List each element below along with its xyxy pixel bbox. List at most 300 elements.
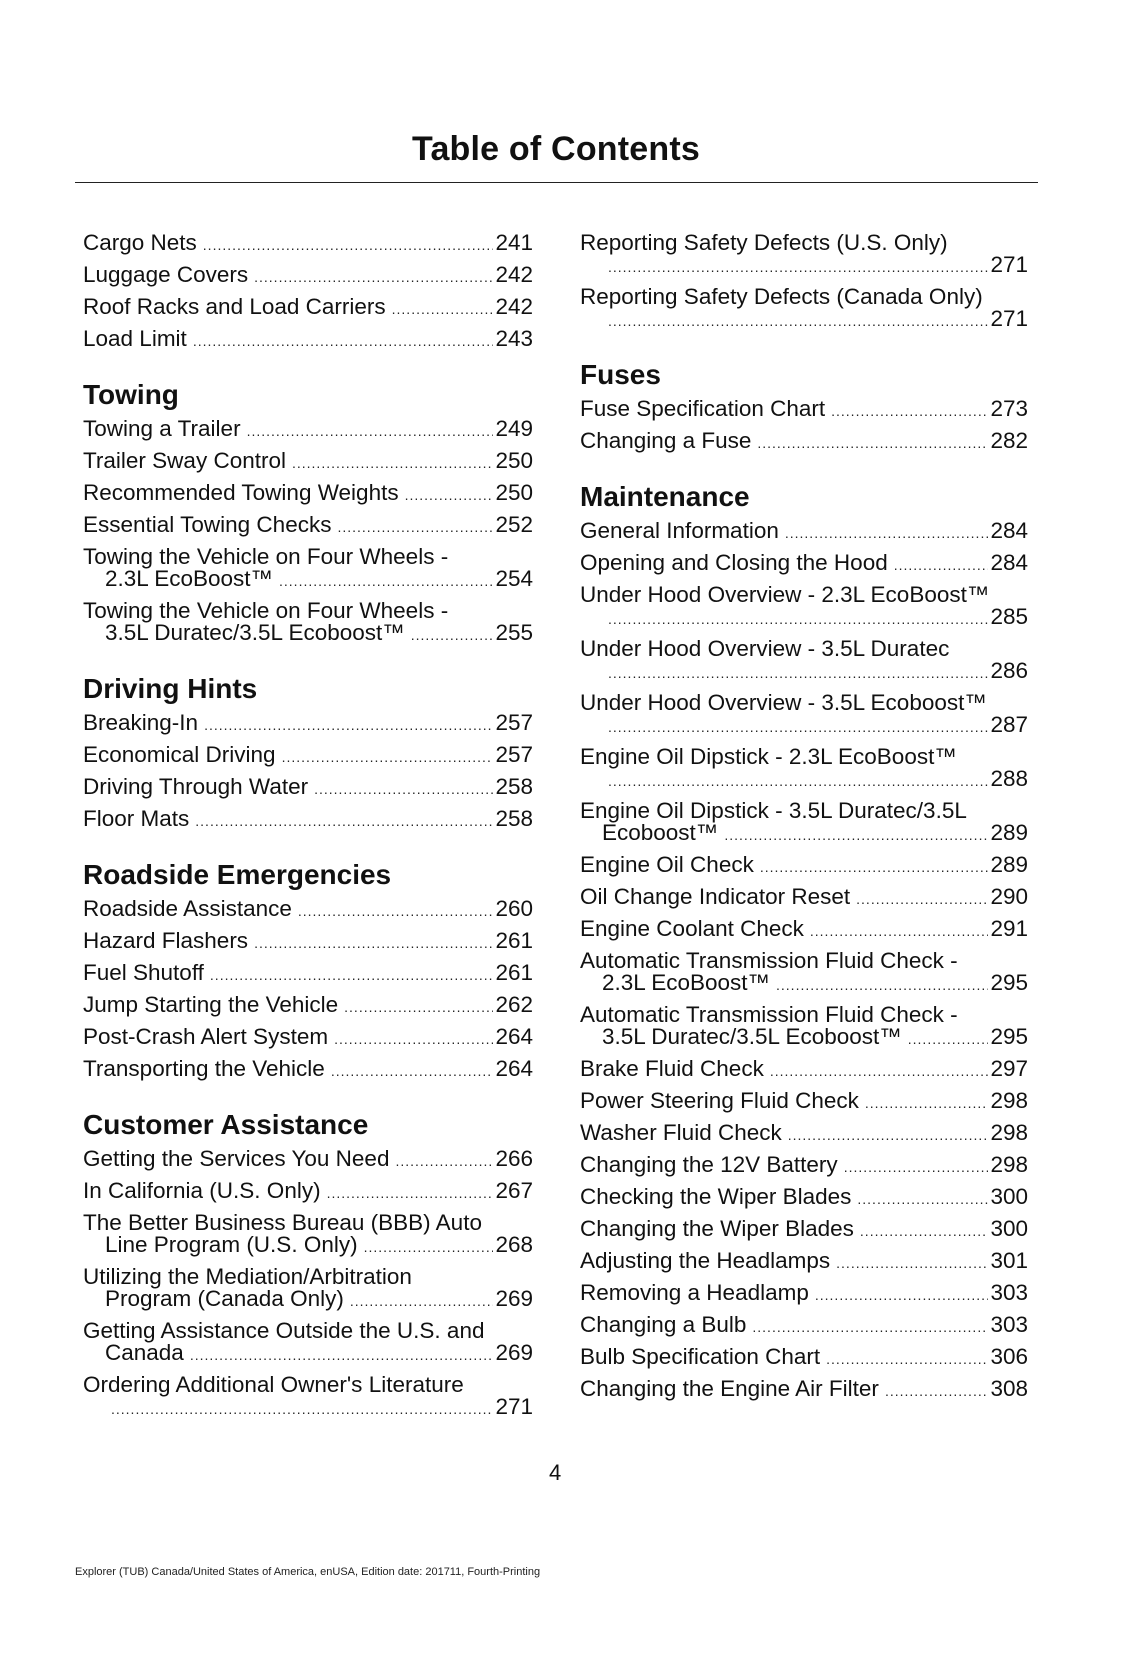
toc-entry-line: [580, 1122, 1028, 1146]
toc-page-number[interactable]: 243: [495, 326, 533, 351]
leader-dots: [204, 714, 493, 736]
section-heading: Maintenance: [580, 481, 750, 512]
toc-entry-line: [83, 232, 533, 256]
leader-dots: [254, 266, 493, 288]
toc-entry[interactable]: [83, 1316, 533, 1370]
toc-page-number[interactable]: 297: [990, 1056, 1028, 1081]
section-heading: Fuses: [580, 359, 661, 390]
toc-entry[interactable]: [580, 1246, 1028, 1278]
leader-dots: [865, 1092, 989, 1114]
toc-entry-title[interactable]: Floor Mats: [83, 806, 190, 831]
section-heading: Roadside Emergencies: [83, 859, 392, 890]
toc-entry[interactable]: [83, 1054, 533, 1086]
toc-entry-continuation: [580, 972, 1028, 996]
toc-column-left: [83, 228, 533, 1424]
toc-entry-line: [83, 776, 533, 800]
leader-dots: [334, 1028, 493, 1050]
section-heading: Customer Assistance: [83, 1109, 369, 1140]
toc-entry-line: [580, 746, 1028, 768]
toc-entry-line: [580, 800, 1028, 822]
page-title: Table of Contents: [412, 130, 700, 168]
toc-entry[interactable]: [83, 324, 533, 356]
toc-entry-continuation: [83, 568, 533, 592]
toc-entry-title[interactable]: Essential Towing Checks: [83, 512, 332, 537]
leader-dots: [279, 570, 493, 592]
toc-entry-continuation: [83, 1288, 533, 1312]
toc-entry[interactable]: [83, 446, 533, 478]
toc-page-number[interactable]: 298: [990, 1120, 1028, 1145]
toc-entry-title-cont[interactable]: Canada: [105, 1340, 184, 1365]
toc-entry-title[interactable]: Brake Fluid Check: [580, 1056, 764, 1081]
toc-entry-title[interactable]: Oil Change Indicator Reset: [580, 884, 851, 909]
toc-page-number[interactable]: 295: [990, 1024, 1028, 1049]
toc-entry[interactable]: [580, 1182, 1028, 1214]
toc-entry[interactable]: [83, 596, 533, 650]
leader-dots: [190, 1344, 494, 1366]
toc-entry-line: [83, 600, 533, 622]
toc-page-number[interactable]: 268: [495, 1232, 533, 1257]
toc-entry-line: [580, 1154, 1028, 1178]
toc-entry[interactable]: [83, 1370, 533, 1424]
toc-page-number[interactable]: 308: [990, 1376, 1028, 1401]
toc-page-number[interactable]: 254: [495, 566, 533, 591]
toc-entry-line: [83, 1148, 533, 1172]
toc-page-number[interactable]: 258: [495, 774, 533, 799]
leader-dots: [193, 330, 494, 352]
toc-entry[interactable]: [83, 958, 533, 990]
toc-entry[interactable]: [580, 282, 1028, 336]
toc-entry-title[interactable]: Changing a Fuse: [580, 428, 752, 453]
leader-dots: [392, 298, 494, 320]
toc-entry-title[interactable]: Fuse Specification Chart: [580, 396, 826, 421]
toc-entry-title[interactable]: Fuel Shutoff: [83, 960, 204, 985]
toc-entry-title[interactable]: Changing the Engine Air Filter: [580, 1376, 879, 1401]
toc-entry-title[interactable]: Changing the 12V Battery: [580, 1152, 838, 1177]
toc-entry-title[interactable]: Trailer Sway Control: [83, 448, 286, 473]
toc-entry[interactable]: [580, 1310, 1028, 1342]
toc-entry-continuation: [580, 254, 1028, 278]
toc-entry-title-cont[interactable]: Ecoboost™: [602, 820, 719, 845]
toc-entry-continuation: [83, 1342, 533, 1366]
toc-entry-line: [83, 962, 533, 986]
toc-page-number[interactable]: 249: [495, 416, 533, 441]
toc-entry[interactable]: [83, 542, 533, 596]
toc-page-number[interactable]: 271: [495, 1394, 533, 1419]
toc-page-number[interactable]: 295: [990, 970, 1028, 995]
toc-entry-title[interactable]: Under Hood Overview - 3.5L Ecoboost™: [580, 690, 987, 715]
toc-page-number[interactable]: 303: [990, 1312, 1028, 1337]
toc-entry-title-cont[interactable]: Program (Canada Only): [105, 1286, 344, 1311]
leader-dots: [826, 1348, 988, 1370]
toc-page-number[interactable]: 266: [495, 1146, 533, 1171]
toc-page-number[interactable]: 262: [495, 992, 533, 1017]
leader-dots: [908, 1028, 989, 1050]
toc-entry-line: [580, 1378, 1028, 1402]
toc-page-number[interactable]: 284: [990, 518, 1028, 543]
toc-page-number[interactable]: 288: [990, 766, 1028, 791]
toc-entry-continuation: [83, 1234, 533, 1258]
toc-page-number[interactable]: 255: [495, 620, 533, 645]
toc-page-number[interactable]: 301: [990, 1248, 1028, 1273]
toc-entry-line: [83, 1320, 533, 1342]
toc-entry[interactable]: [580, 1214, 1028, 1246]
toc-entry-title[interactable]: Load Limit: [83, 326, 187, 351]
leader-dots: [210, 964, 494, 986]
leader-dots: [857, 1188, 988, 1210]
leader-dots: [344, 996, 493, 1018]
toc-entry-title[interactable]: Getting the Services You Need: [83, 1146, 390, 1171]
toc-entry-line: [83, 296, 533, 320]
leader-dots: [254, 932, 493, 954]
toc-entry[interactable]: [580, 914, 1028, 946]
toc-entry-title[interactable]: Luggage Covers: [83, 262, 249, 287]
leader-dots: [331, 1060, 494, 1082]
toc-entry-line: [580, 232, 1028, 254]
leader-dots: [608, 608, 988, 630]
toc-entry-line: [580, 520, 1028, 544]
toc-entry-title[interactable]: Engine Oil Dipstick - 2.3L EcoBoost™: [580, 744, 957, 769]
toc-page-number[interactable]: 290: [990, 884, 1028, 909]
leader-dots: [247, 420, 494, 442]
leader-dots: [885, 1380, 989, 1402]
toc-entry-line: [580, 398, 1028, 422]
leader-dots: [894, 554, 989, 576]
toc-entry[interactable]: [580, 394, 1028, 426]
leader-dots: [776, 974, 988, 996]
toc-entry-title[interactable]: Towing the Vehicle on Four Wheels -: [83, 598, 449, 623]
leader-dots: [195, 810, 493, 832]
toc-entry[interactable]: [83, 1022, 533, 1054]
toc-entry[interactable]: [580, 516, 1028, 548]
toc-entry[interactable]: [580, 1342, 1028, 1374]
toc-entry-line: [580, 1004, 1028, 1026]
toc-entry-line: [580, 1314, 1028, 1338]
leader-dots: [298, 900, 494, 922]
leader-dots: [860, 1220, 989, 1242]
toc-entry-title[interactable]: Getting Assistance Outside the U.S. and: [83, 1318, 485, 1343]
toc-entry-title-cont[interactable]: 2.3L EcoBoost™: [105, 566, 274, 591]
toc-page-number[interactable]: 285: [990, 604, 1028, 629]
toc-entry[interactable]: [83, 478, 533, 510]
toc-entry[interactable]: [580, 1000, 1028, 1054]
toc-page-number[interactable]: 261: [495, 960, 533, 985]
toc-entry-title[interactable]: Recommended Towing Weights: [83, 480, 399, 505]
toc-entry-title[interactable]: Under Hood Overview - 3.5L Duratec: [580, 636, 950, 661]
toc-page-number[interactable]: 257: [495, 710, 533, 735]
toc-entry-title[interactable]: Towing a Trailer: [83, 416, 241, 441]
toc-entry-line: [580, 1058, 1028, 1082]
leader-dots: [203, 234, 494, 256]
toc-entry-title[interactable]: Engine Oil Dipstick - 3.5L Duratec/3.5L: [580, 798, 967, 823]
toc-page-number[interactable]: 306: [990, 1344, 1028, 1369]
toc-entry-line: [580, 286, 1028, 308]
leader-dots: [856, 888, 988, 910]
toc-column-right: [580, 228, 1028, 1406]
toc-entry-line: [83, 1058, 533, 1082]
toc-page-number[interactable]: 264: [495, 1024, 533, 1049]
toc-entry-title[interactable]: General Information: [580, 518, 779, 543]
leader-dots: [364, 1236, 494, 1258]
toc-entry[interactable]: [580, 426, 1028, 458]
leader-dots: [757, 432, 988, 454]
toc-entry-title[interactable]: The Better Business Bureau (BBB) Auto: [83, 1210, 482, 1235]
toc-entry[interactable]: [580, 634, 1028, 688]
toc-entry-line: [83, 1212, 533, 1234]
toc-entry-title[interactable]: Under Hood Overview - 2.3L EcoBoost™: [580, 582, 990, 607]
toc-entry-title[interactable]: Reporting Safety Defects (U.S. Only): [580, 230, 948, 255]
toc-entry-title[interactable]: Jump Starting the Vehicle: [83, 992, 339, 1017]
toc-entry[interactable]: [580, 548, 1028, 580]
toc-entry-title[interactable]: Checking the Wiper Blades: [580, 1184, 852, 1209]
toc-entry-line: [83, 264, 533, 288]
toc-page-number[interactable]: 287: [990, 712, 1028, 737]
toc-entry[interactable]: [580, 742, 1028, 796]
leader-dots: [395, 1150, 493, 1172]
toc-page-number[interactable]: 298: [990, 1088, 1028, 1113]
toc-entry-line: [83, 930, 533, 954]
toc-entry-continuation: [580, 822, 1028, 846]
leader-dots: [788, 1124, 989, 1146]
toc-page-number[interactable]: 241: [495, 230, 533, 255]
toc-page-number[interactable]: 300: [990, 1184, 1028, 1209]
toc-entry-title[interactable]: Driving Through Water: [83, 774, 309, 799]
toc-entry-title[interactable]: Washer Fluid Check: [580, 1120, 782, 1145]
leader-dots: [608, 256, 988, 278]
toc-entry[interactable]: [580, 688, 1028, 742]
toc-entry-title[interactable]: Towing the Vehicle on Four Wheels -: [83, 544, 449, 569]
toc-entry-title-cont[interactable]: Line Program (U.S. Only): [105, 1232, 358, 1257]
toc-entry[interactable]: [83, 1262, 533, 1316]
toc-entry-title-cont[interactable]: 3.5L Duratec/3.5L Ecoboost™: [105, 620, 405, 645]
toc-entry-line: [83, 450, 533, 474]
toc-page-number[interactable]: 267: [495, 1178, 533, 1203]
toc-entry[interactable]: [83, 1208, 533, 1262]
leader-dots: [608, 716, 988, 738]
toc-entry-title[interactable]: Roadside Assistance: [83, 896, 292, 921]
toc-entry-line: [83, 328, 533, 352]
toc-entry[interactable]: [83, 292, 533, 324]
toc-page-number[interactable]: 260: [495, 896, 533, 921]
leader-dots: [327, 1182, 494, 1204]
toc-entry[interactable]: [580, 580, 1028, 634]
leader-dots: [831, 400, 988, 422]
toc-entry[interactable]: [580, 1278, 1028, 1310]
toc-entry-line: [83, 546, 533, 568]
toc-entry[interactable]: [580, 1086, 1028, 1118]
toc-entry[interactable]: [580, 850, 1028, 882]
toc-entry-continuation: [580, 768, 1028, 792]
toc-entry-title[interactable]: Hazard Flashers: [83, 928, 249, 953]
toc-page-number[interactable]: 250: [495, 480, 533, 505]
toc-entry-line: [580, 692, 1028, 714]
toc-page-number[interactable]: 242: [495, 294, 533, 319]
toc-page-number[interactable]: 300: [990, 1216, 1028, 1241]
leader-dots: [608, 310, 988, 332]
toc-entry-line: [83, 482, 533, 506]
leader-dots: [350, 1290, 494, 1312]
leader-dots: [815, 1284, 989, 1306]
toc-entry-line: [83, 712, 533, 736]
toc-entry-line: [580, 918, 1028, 942]
toc-entry[interactable]: [580, 796, 1028, 850]
title-divider: [75, 182, 1038, 183]
toc-entry-line: [83, 994, 533, 1018]
toc-entry-title[interactable]: Economical Driving: [83, 742, 276, 767]
toc-page-number[interactable]: 264: [495, 1056, 533, 1081]
leader-dots: [337, 516, 493, 538]
leader-dots: [608, 662, 988, 684]
toc-entry-continuation: [580, 660, 1028, 684]
toc-entry-title[interactable]: Bulb Specification Chart: [580, 1344, 821, 1369]
leader-dots: [760, 856, 989, 878]
toc-entry-line: [580, 1090, 1028, 1114]
leader-dots: [314, 778, 493, 800]
leader-dots: [785, 522, 989, 544]
leader-dots: [292, 452, 493, 474]
toc-entry-line: [580, 552, 1028, 576]
toc-entry-line: [83, 898, 533, 922]
toc-entry-title[interactable]: Post-Crash Alert System: [83, 1024, 329, 1049]
toc-page-number[interactable]: 273: [990, 396, 1028, 421]
toc-entry-line: [580, 854, 1028, 878]
leader-dots: [724, 824, 988, 846]
leader-dots: [844, 1156, 989, 1178]
toc-entry-line: [580, 584, 1028, 606]
toc-entry-title[interactable]: Engine Oil Check: [580, 852, 754, 877]
toc-entry[interactable]: [83, 926, 533, 958]
toc-entry-title[interactable]: Automatic Transmission Fluid Check -: [580, 1002, 958, 1027]
toc-entry[interactable]: [83, 1144, 533, 1176]
toc-entry-line: [83, 808, 533, 832]
leader-dots: [752, 1316, 988, 1338]
toc-entry-title[interactable]: Automatic Transmission Fluid Check -: [580, 948, 958, 973]
toc-entry-line: [580, 1218, 1028, 1242]
toc-entry[interactable]: [580, 1054, 1028, 1086]
toc-entry-line: [83, 418, 533, 442]
toc-entry-title[interactable]: Transporting the Vehicle: [83, 1056, 325, 1081]
toc-entry[interactable]: [83, 260, 533, 292]
leader-dots: [836, 1252, 988, 1274]
toc-page-number[interactable]: 252: [495, 512, 533, 537]
toc-entry-line: [580, 950, 1028, 972]
toc-entry-line: [83, 1026, 533, 1050]
toc-entry-title[interactable]: Reporting Safety Defects (Canada Only): [580, 284, 983, 309]
toc-page-number[interactable]: 303: [990, 1280, 1028, 1305]
toc-entry-continuation: [580, 1026, 1028, 1050]
toc-page-number[interactable]: 282: [990, 428, 1028, 453]
toc-entry[interactable]: [83, 740, 533, 772]
toc-entry-continuation: [580, 606, 1028, 630]
toc-page-number[interactable]: 289: [990, 820, 1028, 845]
toc-entry-line: [580, 886, 1028, 910]
toc-entry-title[interactable]: Breaking-In: [83, 710, 199, 735]
toc-entry-line: [580, 638, 1028, 660]
toc-entry[interactable]: [580, 1118, 1028, 1150]
toc-page-number[interactable]: 291: [990, 916, 1028, 941]
toc-page-number[interactable]: 289: [990, 852, 1028, 877]
toc-entry-title[interactable]: Changing the Wiper Blades: [580, 1216, 854, 1241]
toc-entry[interactable]: [580, 946, 1028, 1000]
toc-entry-line: [83, 1180, 533, 1204]
toc-entry-line: [83, 1374, 533, 1396]
toc-entry[interactable]: [83, 990, 533, 1022]
toc-entry-title[interactable]: Power Steering Fluid Check: [580, 1088, 859, 1113]
toc-entry-line: [580, 1250, 1028, 1274]
toc-page-number[interactable]: 258: [495, 806, 533, 831]
toc-entry[interactable]: [580, 1150, 1028, 1182]
toc-entry[interactable]: [83, 414, 533, 446]
toc-entry[interactable]: [83, 772, 533, 804]
toc-page-number[interactable]: 298: [990, 1152, 1028, 1177]
toc-entry[interactable]: [83, 510, 533, 542]
toc-entry-line: [580, 1346, 1028, 1370]
toc-entry-title[interactable]: Roof Racks and Load Carriers: [83, 294, 386, 319]
toc-entry-title[interactable]: Engine Coolant Check: [580, 916, 804, 941]
leader-dots: [770, 1060, 989, 1082]
toc-entry[interactable]: [83, 804, 533, 836]
toc-entry-title[interactable]: Changing a Bulb: [580, 1312, 747, 1337]
leader-dots: [405, 484, 494, 506]
toc-page-number[interactable]: 284: [990, 550, 1028, 575]
toc-entry[interactable]: [580, 1374, 1028, 1406]
leader-dots: [411, 624, 494, 646]
toc-entry-title[interactable]: In California (U.S. Only): [83, 1178, 321, 1203]
toc-entry[interactable]: [83, 708, 533, 740]
toc-page-number[interactable]: 286: [990, 658, 1028, 683]
toc-entry-title[interactable]: Removing a Headlamp: [580, 1280, 809, 1305]
toc-entry-line: [580, 1186, 1028, 1210]
toc-page-number[interactable]: 250: [495, 448, 533, 473]
toc-entry-title[interactable]: Cargo Nets: [83, 230, 197, 255]
leader-dots: [282, 746, 494, 768]
toc-entry-continuation: [580, 714, 1028, 738]
toc-page-number[interactable]: 269: [495, 1286, 533, 1311]
leader-dots: [810, 920, 989, 942]
leader-dots: [111, 1398, 493, 1420]
toc-entry[interactable]: [83, 1176, 533, 1208]
toc-entry[interactable]: [580, 882, 1028, 914]
leader-dots: [608, 770, 988, 792]
section-heading: Driving Hints: [83, 673, 258, 704]
toc-entry-title-cont[interactable]: 2.3L EcoBoost™: [602, 970, 771, 995]
toc-entry-title[interactable]: Utilizing the Mediation/Arbitration: [83, 1264, 412, 1289]
toc-entry-line: [580, 1282, 1028, 1306]
toc-entry-title[interactable]: Opening and Closing the Hood: [580, 550, 888, 575]
toc-entry-line: [83, 1266, 533, 1288]
toc-entry-continuation: [83, 622, 533, 646]
toc-entry[interactable]: [83, 894, 533, 926]
toc-entry[interactable]: [580, 228, 1028, 282]
toc-entry-line: [580, 430, 1028, 454]
toc-page-number[interactable]: 257: [495, 742, 533, 767]
toc-page-number[interactable]: 269: [495, 1340, 533, 1365]
footer-edition-info: Explorer (TUB) Canada/United States of America, enUSA, Edition date: 201711, Fourth-Printing: [75, 1566, 541, 1578]
toc-entry-title-cont[interactable]: 3.5L Duratec/3.5L Ecoboost™: [602, 1024, 902, 1049]
toc-entry-title[interactable]: Adjusting the Headlamps: [580, 1248, 831, 1273]
section-heading: Towing: [83, 379, 179, 410]
toc-entry[interactable]: [83, 228, 533, 260]
toc-page-number[interactable]: 261: [495, 928, 533, 953]
toc-entry-title[interactable]: Ordering Additional Owner's Literature: [83, 1372, 464, 1397]
toc-entry-continuation: [580, 308, 1028, 332]
toc-entry-line: [83, 744, 533, 768]
toc-page-number[interactable]: 271: [990, 306, 1028, 331]
toc-entry-line: [83, 514, 533, 538]
toc-page-number[interactable]: 242: [495, 262, 533, 287]
toc-entry-continuation: [83, 1396, 533, 1420]
toc-page-number[interactable]: 271: [990, 252, 1028, 277]
page-number: 4: [549, 1460, 562, 1485]
